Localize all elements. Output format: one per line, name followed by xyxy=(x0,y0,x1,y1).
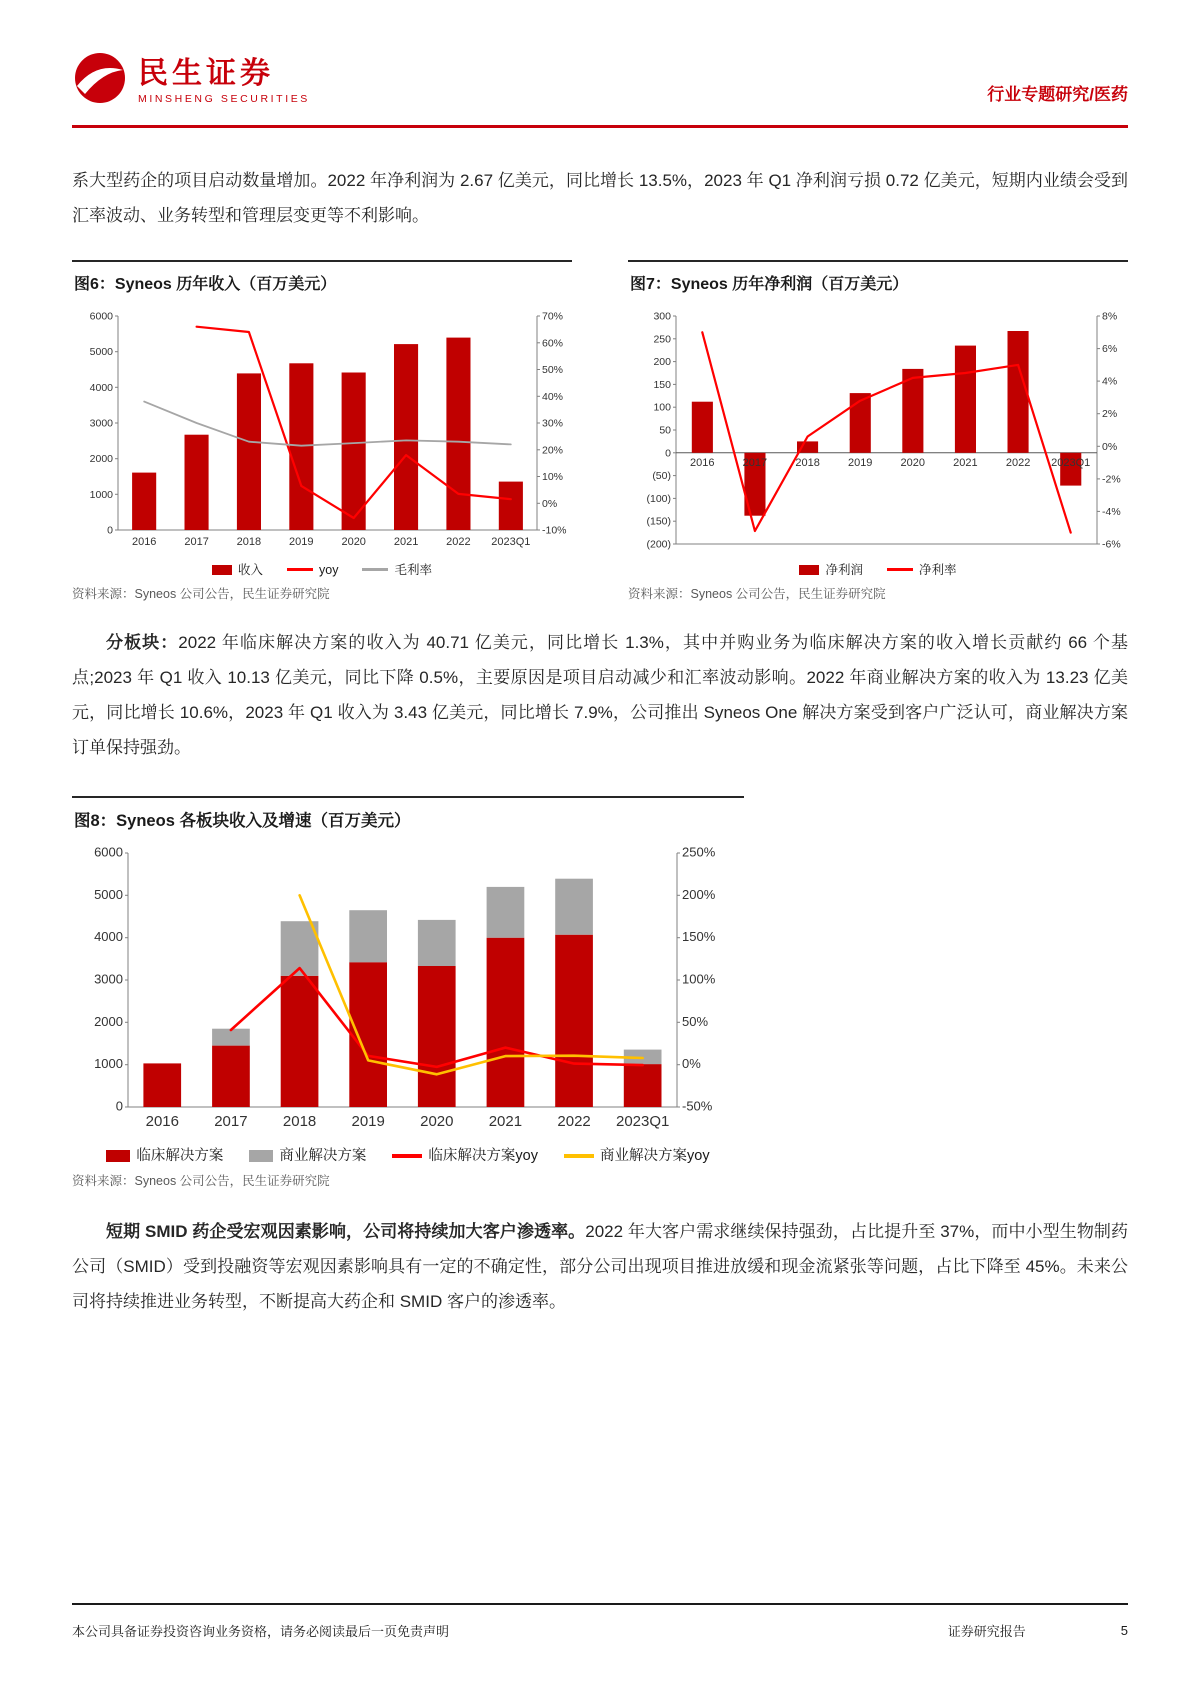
svg-text:2023Q1: 2023Q1 xyxy=(1051,456,1091,469)
svg-text:5000: 5000 xyxy=(89,345,113,358)
legend-label: 商业解决方案 xyxy=(279,1147,367,1164)
svg-text:-50%: -50% xyxy=(682,1098,713,1114)
legend-item xyxy=(212,564,263,577)
svg-text:(50): (50) xyxy=(652,469,671,482)
svg-text:2016: 2016 xyxy=(145,1112,179,1130)
svg-text:250: 250 xyxy=(653,332,671,345)
svg-text:2023Q1: 2023Q1 xyxy=(616,1112,670,1130)
paragraph-3 xyxy=(72,1215,1128,1320)
figure-8-source: 资料来源：Syneos 公司公告，民生证券研究院 xyxy=(72,1174,330,1189)
paragraph-2-rest: 2022 年临床解决方案的收入为 40.71 亿美元，同比增长 1.3%，其中并购业务为临床解决方案的收入增长贡献约 66 个基点;2023 年 Q1 收入 10.13 亿美元，同比下降 0.5%，主要原因是项目启动减少和汇率波动影响。2022 年商业解决方案的收入为 13.23 亿美元，同比增长 10.6%，2023 年 Q1 收入为 3.43 亿美元，同比增长 7.9%，公司推出 Syneos One 解决方案受到客户广泛认可，商业解决方案订单保持强劲。 xyxy=(72,633,1129,757)
svg-text:0%: 0% xyxy=(1102,440,1118,453)
legend-swatch xyxy=(564,1154,594,1158)
svg-text:8%: 8% xyxy=(1102,310,1118,323)
svg-text:2%: 2% xyxy=(1102,407,1118,420)
svg-text:6000: 6000 xyxy=(94,844,123,860)
legend-swatch xyxy=(799,565,819,575)
legend-label: yoy xyxy=(319,562,339,577)
figure-8-title: 图8：Syneos 各板块收入及增速（百万美元） xyxy=(72,796,744,839)
svg-text:2019: 2019 xyxy=(847,456,873,469)
svg-text:2020: 2020 xyxy=(341,535,366,548)
paragraph-2-lead: 分板块： xyxy=(106,633,179,653)
legend-label: 净利润 xyxy=(825,562,863,577)
svg-text:0: 0 xyxy=(665,446,671,459)
legend-item xyxy=(887,564,957,577)
svg-text:(150): (150) xyxy=(646,515,671,528)
svg-text:200: 200 xyxy=(653,355,671,368)
page-number: 5 xyxy=(1120,1623,1128,1638)
svg-text:2023Q1: 2023Q1 xyxy=(491,535,531,548)
svg-text:300: 300 xyxy=(653,310,671,323)
paragraph-3-lead: 短期 SMID 药企受宏观因素影响，公司将持续加大客户渗透率。 xyxy=(106,1222,586,1242)
page-footer xyxy=(72,1603,1128,1640)
svg-text:2016: 2016 xyxy=(690,456,715,469)
legend-swatch xyxy=(249,1150,273,1162)
svg-text:2019: 2019 xyxy=(289,535,314,548)
svg-text:50%: 50% xyxy=(542,363,564,376)
legend-item xyxy=(106,1149,223,1164)
svg-text:4000: 4000 xyxy=(89,381,113,394)
figure-6 xyxy=(72,260,572,603)
svg-text:-4%: -4% xyxy=(1102,505,1121,518)
legend-item xyxy=(564,1149,710,1164)
brand-name-cn: 民生证券 xyxy=(138,56,274,90)
legend-label: 临床解决方案yoy xyxy=(428,1147,538,1164)
legend-item xyxy=(799,564,863,577)
fig6-chart xyxy=(72,302,572,560)
svg-text:250%: 250% xyxy=(682,844,716,860)
svg-text:-10%: -10% xyxy=(542,524,567,537)
legend-swatch xyxy=(106,1150,130,1162)
svg-text:4000: 4000 xyxy=(94,928,123,944)
svg-text:2020: 2020 xyxy=(420,1112,454,1130)
svg-text:2020: 2020 xyxy=(900,456,926,469)
svg-text:3000: 3000 xyxy=(94,971,123,987)
legend-swatch xyxy=(887,568,913,571)
figure-7 xyxy=(628,260,1128,603)
fig8-chart xyxy=(72,839,744,1141)
legend-label: 收入 xyxy=(238,562,264,577)
svg-text:-2%: -2% xyxy=(1102,473,1121,486)
legend-item xyxy=(287,564,338,577)
svg-text:-6%: -6% xyxy=(1102,538,1121,551)
fig6-legend xyxy=(72,564,572,577)
legend-label: 商业解决方案yoy xyxy=(600,1147,710,1164)
footer-disclaimer: 本公司具备证券投资咨询业务资格，请务必阅读最后一页免责声明 xyxy=(72,1624,450,1639)
svg-text:2021: 2021 xyxy=(488,1112,523,1130)
svg-text:70%: 70% xyxy=(542,310,564,323)
legend-item xyxy=(249,1149,366,1164)
fig7-chart xyxy=(628,302,1128,560)
figure-row xyxy=(72,260,1128,603)
svg-text:100%: 100% xyxy=(682,971,716,987)
svg-text:2022: 2022 xyxy=(557,1112,591,1130)
paragraph-3-rest: 2022 年大客户需求继续保持强劲，占比提升至 37%，而中小型生物制药公司（SMID）受到投融资等宏观因素影响具有一定的不确定性，部分公司出现项目推进放缓和现金流紧张等问题，占比下降至 45%。未来公司将持续推进业务转型，不断提高大药企和 SMID 客户的渗透率。 xyxy=(72,1222,1128,1311)
svg-text:(100): (100) xyxy=(646,492,671,505)
svg-text:0: 0 xyxy=(115,1098,123,1114)
fig7-legend xyxy=(628,564,1128,577)
legend-item xyxy=(362,564,432,577)
figure-7-source: 资料来源：Syneos 公司公告，民生证券研究院 xyxy=(628,587,886,602)
svg-text:2017: 2017 xyxy=(742,456,768,469)
paragraph-1: 系大型药企的项目启动数量增加。2022 年净利润为 2.67 亿美元，同比增长 13.5%，2023 年 Q1 净利润亏损 0.72 亿美元，短期内业绩会受到汇率波动、业务转型和管理层变更等不利影响。 xyxy=(72,171,1128,225)
svg-text:2000: 2000 xyxy=(89,452,113,465)
svg-text:150%: 150% xyxy=(682,928,716,944)
legend-swatch xyxy=(212,565,232,575)
legend-label: 净利率 xyxy=(919,562,957,577)
page-header xyxy=(72,0,1128,128)
svg-text:2016: 2016 xyxy=(131,535,157,548)
svg-text:2022: 2022 xyxy=(1005,456,1031,469)
svg-text:6%: 6% xyxy=(1102,342,1118,355)
svg-text:50%: 50% xyxy=(682,1013,709,1029)
footer-report-type: 证券研究报告 xyxy=(947,1624,1026,1639)
svg-text:4%: 4% xyxy=(1102,375,1118,388)
brand-text xyxy=(138,57,310,105)
minsheng-logo-icon xyxy=(72,50,128,111)
figure-7-title: 图7：Syneos 历年净利润（百万美元） xyxy=(628,260,1128,302)
svg-text:2018: 2018 xyxy=(282,1112,317,1130)
svg-text:0%: 0% xyxy=(682,1055,701,1071)
svg-text:(200): (200) xyxy=(646,538,671,551)
svg-text:2022: 2022 xyxy=(446,535,471,548)
svg-text:150: 150 xyxy=(653,378,671,391)
svg-text:30%: 30% xyxy=(542,417,564,430)
svg-text:5000: 5000 xyxy=(94,886,123,902)
svg-text:10%: 10% xyxy=(542,470,564,483)
svg-text:2019: 2019 xyxy=(351,1112,385,1130)
fig8-legend xyxy=(72,1149,744,1164)
svg-text:1000: 1000 xyxy=(89,488,113,501)
svg-text:60%: 60% xyxy=(542,336,564,349)
svg-text:2021: 2021 xyxy=(393,535,419,548)
figure-8 xyxy=(72,796,744,1190)
brand-name-en: MINSHENG SECURITIES xyxy=(138,92,310,105)
svg-text:200%: 200% xyxy=(682,886,716,902)
paragraph-2 xyxy=(72,626,1128,765)
legend-swatch xyxy=(392,1154,422,1158)
svg-text:2017: 2017 xyxy=(214,1112,248,1130)
svg-text:20%: 20% xyxy=(542,443,564,456)
svg-text:0: 0 xyxy=(107,524,113,537)
legend-item xyxy=(392,1149,538,1164)
svg-text:40%: 40% xyxy=(542,390,564,403)
svg-text:2018: 2018 xyxy=(795,456,820,469)
legend-label: 临床解决方案 xyxy=(136,1147,224,1164)
svg-text:2000: 2000 xyxy=(94,1013,123,1029)
svg-text:100: 100 xyxy=(653,401,671,414)
svg-text:50: 50 xyxy=(659,424,671,437)
svg-text:2018: 2018 xyxy=(236,535,262,548)
brand xyxy=(72,50,310,111)
svg-text:3000: 3000 xyxy=(89,417,113,430)
svg-text:1000: 1000 xyxy=(94,1055,123,1071)
svg-text:2021: 2021 xyxy=(953,456,978,469)
legend-label: 毛利率 xyxy=(394,562,432,577)
svg-text:2017: 2017 xyxy=(184,535,209,548)
svg-text:6000: 6000 xyxy=(89,310,113,323)
legend-swatch xyxy=(287,568,313,571)
figure-6-title: 图6：Syneos 历年收入（百万美元） xyxy=(72,260,572,302)
svg-text:0%: 0% xyxy=(542,497,558,510)
legend-swatch xyxy=(362,568,388,571)
figure-6-source: 资料来源：Syneos 公司公告，民生证券研究院 xyxy=(72,587,330,602)
report-section-label: 行业专题研究/医药 xyxy=(987,85,1128,104)
